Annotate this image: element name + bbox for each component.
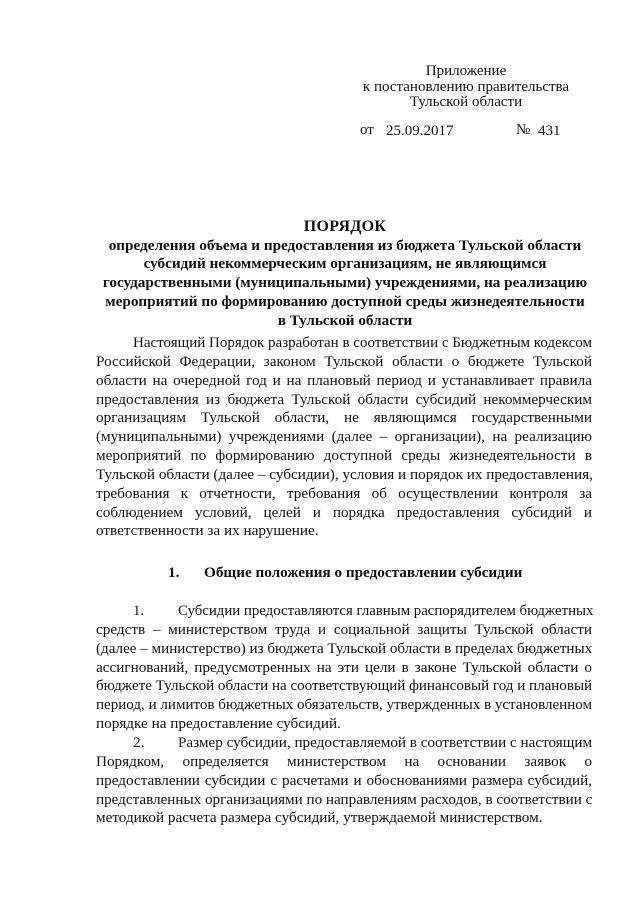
paragraph-line: Российской Федерации, законом Тульской области о бюджете Тульской — [96, 352, 592, 370]
paragraph-line: Настоящий Порядок разработан в соответствии с Бюджетным кодексом — [133, 335, 593, 351]
paragraph-line: области на очередной год и на плановый период и устанавливает правила — [96, 371, 592, 389]
clause-number: 1. — [133, 603, 145, 619]
paragraph-line: ассигнований, предусмотренных на эти цели в законе Тульской области о — [96, 658, 592, 676]
paragraph-line: требования к отчетности, требования об осуществлении контроля за — [96, 484, 592, 502]
paragraph-line: представленных организациями по направлениям расходов, в соответствии с — [96, 791, 593, 808]
paragraph-line: соблюдением условий, целей и порядка предоставления субсидий и — [96, 503, 592, 521]
paragraph-line: мероприятий по формированию доступной среды жизнедеятельности в — [96, 447, 592, 465]
paragraph-line: организациям Тульской области, не являющимся государственными — [96, 409, 592, 427]
paragraph-line: методикой расчета размера субсидий, утверждаемой министерством. — [96, 809, 543, 827]
title-line: определения объема и предоставления из бюджета Тульской области — [108, 236, 582, 254]
appendix-block — [340, 64, 592, 111]
title-line: в Тульской области — [277, 311, 413, 329]
section-number: 1. — [168, 564, 180, 581]
resolution-number: 431 — [538, 123, 561, 139]
clause-1 — [96, 602, 592, 734]
clause-2 — [96, 734, 592, 828]
section-title: Общие положения о предоставлении субсидии — [204, 564, 523, 581]
clause-text: Субсидии предоставляются главным распорядителем бюджетных — [178, 603, 594, 619]
title-line: субсидий некоммерческим организациям, не являющимся — [143, 255, 547, 273]
title-heading: ПОРЯДОК — [303, 218, 387, 235]
clause-number: 2. — [133, 734, 145, 751]
paragraph-line — [96, 602, 592, 621]
paragraph-line: предоставления из бюджета Тульской области субсидий некоммерческим — [96, 390, 592, 408]
title-line: мероприятий по формированию доступной среды жизнедеятельности — [105, 292, 585, 310]
appendix-title: Приложение — [425, 63, 507, 79]
resolution-date: 25.09.2017 — [386, 123, 454, 139]
clause-text: Размер субсидии, предоставляемой в соответствии с настоящим — [178, 734, 593, 751]
document-title — [95, 218, 595, 330]
paragraph-line: ответственности за их нарушение. — [96, 522, 319, 540]
title-line: государственными (муниципальными) учреждениями, на реализацию — [102, 274, 588, 292]
number-label: № — [516, 122, 531, 138]
appendix-resolution: к постановлению правительства — [362, 78, 570, 95]
section-heading — [168, 564, 522, 582]
paragraph-line: (далее – министерство) из бюджета Тульской области в пределах бюджетных — [96, 640, 593, 657]
appendix-region: Тульской области — [409, 94, 523, 110]
paragraph-line: порядке на предоставление субсидий. — [96, 715, 341, 733]
paragraph-line: бюджете Тульской области на соответствующий финансовый год и плановый — [96, 678, 593, 695]
paragraph-line — [96, 734, 592, 753]
paragraph-line: предоставлении субсидии с расчетами и обоснованиями размера субсидий, — [96, 771, 592, 789]
date-from-label: от — [360, 122, 374, 138]
paragraph-line: (муниципальными) учреждениями (далее – организации), на реализацию — [96, 428, 592, 446]
intro-paragraph — [96, 334, 592, 541]
paragraph-line: период, и лимитов бюджетных обязательств, утвержденных в установленном — [96, 697, 593, 714]
paragraph-line: Порядком, определяется министерством на основании заявок о — [96, 752, 592, 770]
paragraph-line: Тульской области (далее – субсидии), условия и порядок их предоставления, — [96, 465, 593, 483]
paragraph-line: средств – министерством труда и социальной защиты Тульской области — [96, 620, 592, 638]
